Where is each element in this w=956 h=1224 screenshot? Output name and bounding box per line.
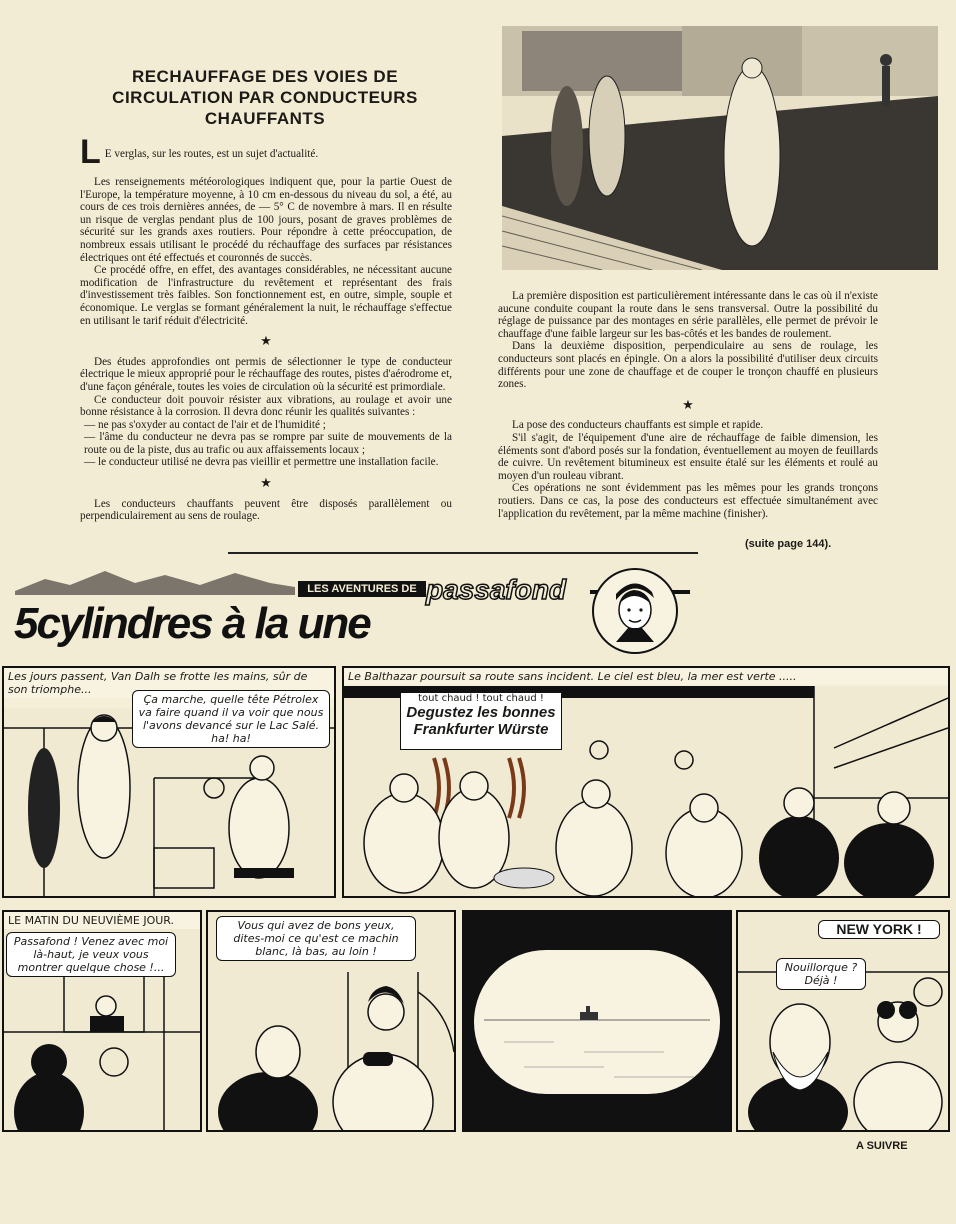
- speech-bubble: Nouillorque ? Déjà !: [776, 958, 866, 990]
- paragraph: Les conducteurs chauffants peuvent être disposés parallèlement ou perpendiculairement au sens de roulage.: [80, 497, 452, 523]
- comic-title: 5cylindres à la une: [14, 599, 370, 648]
- speech-bubble: Passafond ! Venez avec moi là-haut, je veux vous montrer quelque chose !...: [6, 932, 176, 977]
- list-item: — ne pas s'oxyder au contact de l'air et de l'humidité ;: [84, 418, 326, 431]
- sausage-sign: tout chaud ! tout chaud ! Degustez les bonnes Frankfurter Würste: [400, 692, 562, 750]
- paragraph: La pose des conducteurs chauffants est simple et rapide.: [512, 419, 764, 432]
- comic-panel-4: [206, 910, 456, 1132]
- paragraph: Ce procédé offre, en effet, des avantages considérables, ne nécessitant aucune modification de l'infrastructure du revêtement et représentant des frais d'investissement très faibles. Son fonctionnement est, en outre, simple, souple et économique. Le verglas se formant généralement la nuit, le réchauffage s'effectue en utilisant le tarif réduit d'électricité.: [80, 264, 452, 327]
- article-left-column: [80, 138, 452, 523]
- mountain-decoration: [15, 565, 295, 595]
- comic-panel-2: [342, 666, 950, 898]
- speech-bubble: NEW YORK !: [818, 920, 940, 939]
- comic-panel-5-binocular-view: [462, 910, 732, 1132]
- article-right-column: [498, 290, 878, 520]
- comic-panel-6: [736, 910, 950, 1132]
- hero-portrait: [592, 568, 678, 654]
- paragraph: Des études approfondies ont permis de sélectionner le type de conducteur électrique le mieux approprié pour le réchauffage des routes, pistes d'aérodrome et, d'une façon générale, toutes les voies de circulation où la sécurité est primordiale.: [80, 355, 452, 393]
- list-item: — l'âme du conducteur ne devra pas se rompre par suite de mouvements de la route ou de la piste, dus au trafic ou aux affaissements locaux ;: [84, 431, 452, 456]
- star-separator: ★: [260, 475, 272, 491]
- article-lead: E verglas, sur les routes, est un sujet d'actualité.: [104, 148, 319, 160]
- road-works-illustration: [502, 26, 938, 270]
- panel-caption: Le Balthazar poursuit sa route sans incident. Le ciel est bleu, la mer est verte .....: [344, 668, 948, 685]
- to-be-continued: A SUIVRE: [856, 1140, 908, 1152]
- article-title: RECHAUFFAGE DES VOIES DE CIRCULATION PAR CONDUCTEURS CHAUFFANTS: [112, 67, 418, 128]
- paragraph: La première disposition est particulièrement intéressante dans le cas où il n'existe aucune conduite coupant la route dans le sens transversal. Outre la possibilité du réglage de puissance par des montages en série parallèles, elle permet de prévoir le chauffage d'une faible largeur sur les bas-côtés et les bandes de roulement.: [498, 290, 878, 340]
- paragraph: Dans la deuxième disposition, perpendiculaire au sens de roulage, les conducteurs sont placés en épingle. On a alors la possibilité d'utiliser deux circuits différents pour une zone de chauffage et de couper le tronçon chauffé en plusieurs zones.: [498, 340, 878, 391]
- paragraph: Les renseignements météorologiques indiquent que, pour la partie Ouest de l'Europe, la température moyenne, à 10 cm en-dessous du niveau du sol, a été, au cours de ces trois dernières années, de — 5° C de novembre à mars. Il en résulte un risque de verglas pendant plus de 100 jours, posant de graves problèmes de sécurité sur les grands axes routiers. Pour répondre à cette préoccupation, de nombreux essais utilisant le procédé du réchauffage des surfaces par résistances électriques ont été effectués et couronnés de succès.: [80, 176, 452, 264]
- list-item: — le conducteur utilisé ne devra pas vieillir et permettre une installation facile.: [84, 456, 439, 469]
- continued-note: (suite page 144).: [745, 538, 832, 550]
- speech-bubble: Vous qui avez de bons yeux, dites-moi ce qu'est ce machin blanc, là bas, au loin !: [216, 916, 416, 961]
- speech-bubble: Ça marche, quelle tête Pétrolex va faire quand il va voir que nous l'avons devancé sur le Lac Salé. ha! ha!: [132, 690, 330, 748]
- divider-line: [228, 552, 698, 554]
- paragraph: Ces opérations ne sont évidemment pas les mêmes pour les grands tronçons routiers. Dans ce cas, la pose des conducteurs est effectuée simultanément avec l'application du revêtement, par la même machine (finisher).: [498, 482, 878, 520]
- series-label: LES AVENTURES DE: [298, 581, 426, 597]
- dropcap: L: [80, 138, 101, 166]
- comic-panel-3: [2, 910, 202, 1132]
- paragraph: Ce conducteur doit pouvoir résister aux vibrations, au roulage et avoir une bonne résistance à la corrosion. Il devra donc réunir les qualités suivantes :: [80, 393, 452, 419]
- series-name: passafond: [426, 574, 567, 605]
- paragraph: S'il s'agit, de l'équipement d'une aire de réchauffage de faible dimension, les éléments sont d'abord posés sur la fondation, éventuellement au moyen de feuillards de cuivre. Un revêtement bitumineux est ensuite étalé sur les éléments et roulé au moyen d'un rouleau vibrant.: [498, 431, 878, 482]
- star-separator: ★: [260, 333, 272, 349]
- panel-caption: LE MATIN DU NEUVIÈME JOUR.: [4, 912, 200, 929]
- panel-caption: Les jours passent, Van Dalh se frotte les mains, sûr de son triomphe...: [4, 668, 334, 698]
- comic-panel-1: [2, 666, 336, 898]
- star-separator: ★: [682, 396, 694, 412]
